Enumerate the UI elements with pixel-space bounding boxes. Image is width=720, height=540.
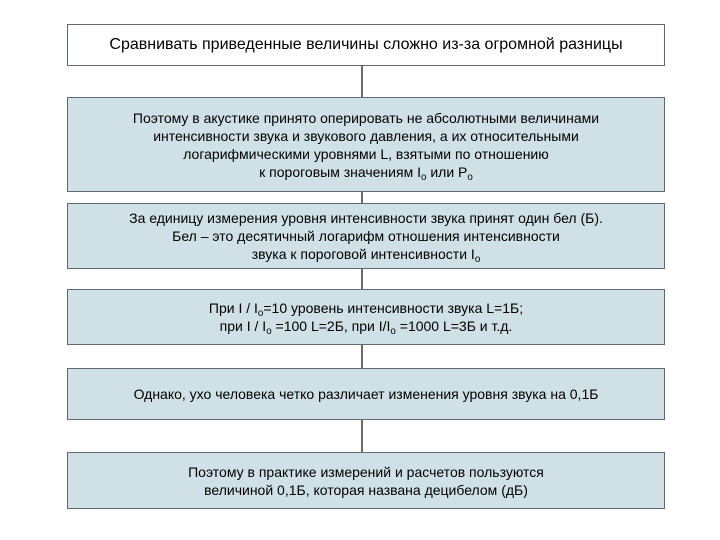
decibel-line-1: Поэтому в практике измерений и расчетов пользуются: [188, 463, 544, 480]
ear-sensitivity-box: [67, 368, 665, 420]
acoustic-levels-box: [67, 97, 665, 192]
connector-line: [361, 192, 363, 203]
connector-line: [361, 66, 363, 97]
examples-line-2: при $I / I_o =100$ L=2Б, при $I/I_o =1000$ L=3Б и т.д.: [219, 318, 513, 337]
intro-box: [67, 24, 665, 66]
connector-line: [361, 420, 363, 452]
decibel-line-2: величиной 0,1Б, которая названа децибелом (дБ): [204, 481, 528, 498]
ear-sensitivity-text: Однако, ухо человека четко различает изменения уровня звука на 0,1Б: [133, 386, 599, 402]
decibel-box: [67, 452, 665, 509]
acoustic-levels-line-2: интенсивности звука и звукового давления, а их относительными: [153, 127, 579, 144]
acoustic-levels-line-3: логарифмическими уровнями L, взятыми по отношению: [183, 145, 549, 162]
examples-line-1: При $I / I_o=10$ уровень интенсивности звука L=1Б;: [208, 300, 524, 319]
intro-text: Сравнивать приведенные величины сложно из-за огромной разницы: [109, 36, 623, 53]
examples-box: [67, 289, 665, 345]
connector-line: [361, 269, 363, 289]
acoustic-levels-line-1: Поэтому в акустике принято оперировать не абсолютными величинами: [132, 109, 600, 126]
connector-line: [361, 345, 363, 368]
bel-definition-line-3: звука к пороговой интенсивности $I_o$: [251, 246, 481, 265]
bel-definition-line-1: За единицу измерения уровня интенсивности звука принят один бел (Б).: [129, 210, 603, 226]
acoustic-levels-line-4: к пороговым значениям $I_o$ или $P_o$: [259, 163, 473, 183]
bel-definition-box: [67, 203, 665, 269]
bel-definition-line-2: Бел – это десятичный логарифм отношения интенсивности: [172, 228, 560, 244]
